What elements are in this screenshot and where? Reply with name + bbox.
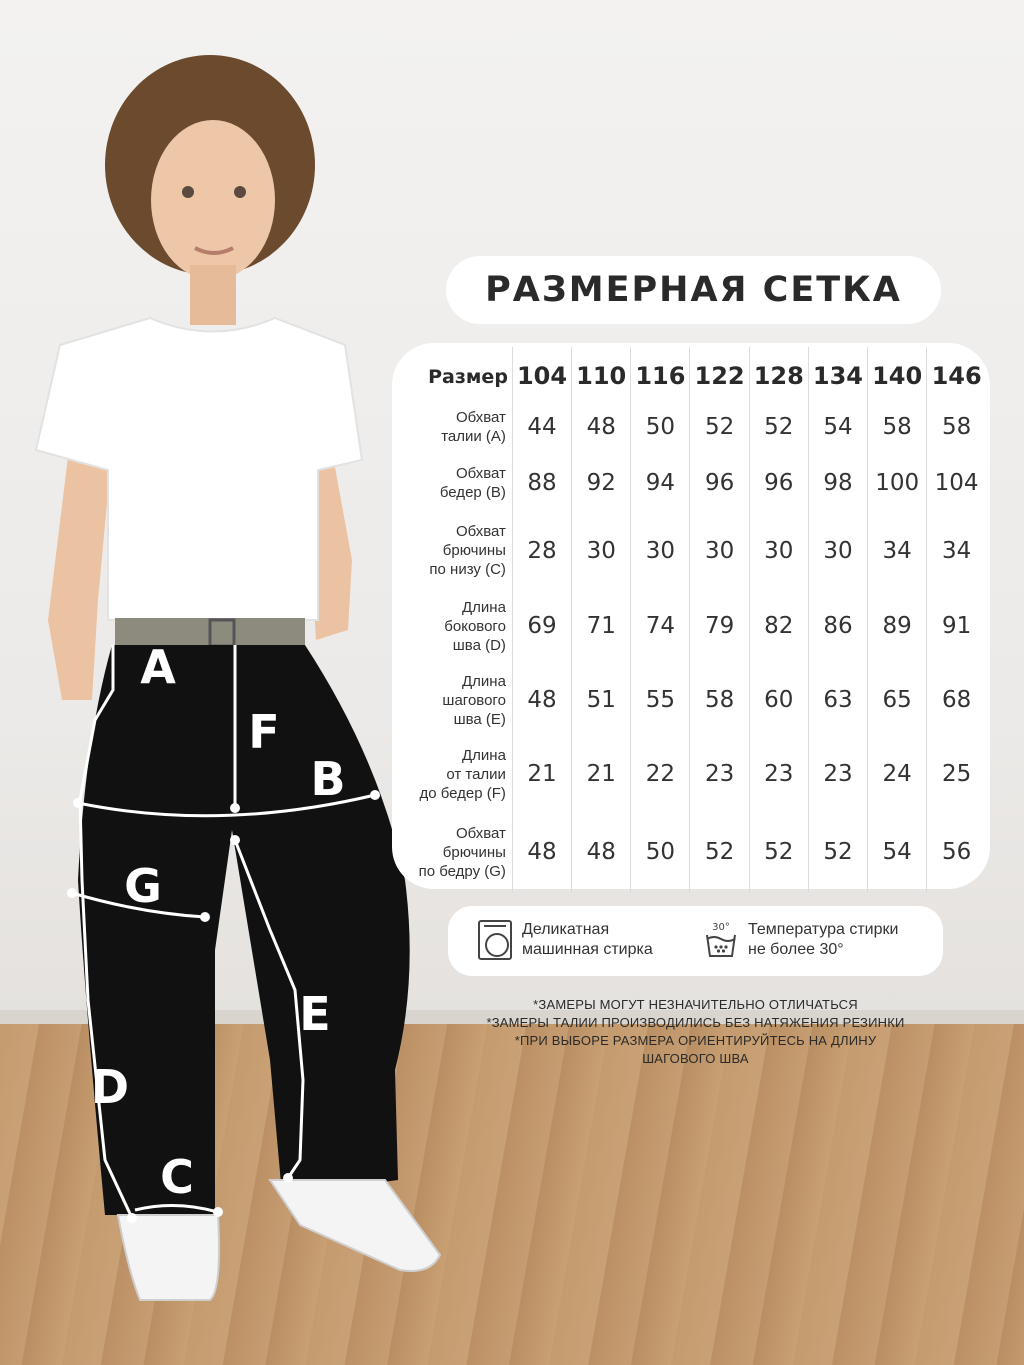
table-cell: 98 — [808, 454, 867, 512]
measurement-label-line: бокового — [444, 617, 506, 635]
size-table — [392, 347, 986, 893]
table-cell: 30 — [749, 512, 808, 589]
table-cell: 30 — [690, 512, 749, 589]
table-row — [392, 737, 986, 811]
table-cell: 34 — [868, 512, 927, 589]
table-cell: 50 — [631, 811, 690, 893]
table-cell: 52 — [808, 811, 867, 893]
table-cell: 58 — [690, 663, 749, 737]
measurement-label-line: от талии — [446, 765, 506, 783]
table-cell: 23 — [808, 737, 867, 811]
measurement-label-line: брючины — [442, 542, 506, 559]
footnote: *ЗАМЕРЫ ТАЛИИ ПРОИЗВОДИЛИСЬ БЕЗ НАТЯЖЕНИЯ РЕЗИНКИ — [486, 1015, 905, 1030]
size-column-header: 128 — [749, 347, 808, 399]
table-cell: 25 — [927, 737, 986, 811]
table-cell: 48 — [572, 811, 631, 893]
table-cell: 44 — [512, 399, 571, 454]
table-cell: 34 — [927, 512, 986, 589]
letter-d: D — [90, 1060, 130, 1114]
footnotes — [448, 996, 943, 1068]
measurement-label-line: по бедру (G) — [418, 862, 506, 880]
table-cell: 30 — [631, 512, 690, 589]
table-cell: 52 — [690, 811, 749, 893]
measurement-label — [392, 811, 512, 893]
table-cell: 21 — [512, 737, 571, 811]
table-cell: 23 — [690, 737, 749, 811]
table-cell: 30 — [808, 512, 867, 589]
table-cell: 100 — [868, 454, 927, 512]
table-cell: 89 — [868, 589, 927, 663]
measurement-label-line: до бедер (F) — [419, 784, 506, 802]
table-cell: 96 — [690, 454, 749, 512]
page-title: РАЗМЕРНАЯ СЕТКА — [485, 270, 902, 310]
table-cell: 48 — [572, 399, 631, 454]
table-cell: 52 — [749, 811, 808, 893]
measurement-label — [392, 454, 512, 512]
care-wash-line: машинная стирка — [522, 941, 653, 958]
table-cell: 28 — [512, 512, 571, 589]
size-column-header: 134 — [808, 347, 867, 399]
footnote: *ЗАМЕРЫ МОГУТ НЕЗНАЧИТЕЛЬНО ОТЛИЧАТЬСЯ — [533, 997, 858, 1012]
letter-f: F — [248, 705, 280, 759]
measurement-label — [392, 663, 512, 737]
letter-a: A — [140, 640, 176, 694]
measurement-label-line: шва (D) — [452, 636, 506, 654]
letter-b: B — [310, 752, 346, 806]
table-cell: 52 — [749, 399, 808, 454]
table-cell: 104 — [927, 454, 986, 512]
size-column-header: 104 — [512, 347, 571, 399]
care-wash — [478, 920, 653, 960]
title-pill — [446, 256, 941, 324]
measurement-label-line: Длина — [462, 746, 506, 764]
size-column-header: 122 — [690, 347, 749, 399]
measurement-label-line: Обхват — [455, 523, 506, 540]
measurement-label-line: Длина — [462, 598, 506, 616]
table-row — [392, 512, 986, 589]
table-cell: 58 — [927, 399, 986, 454]
table-cell: 52 — [690, 399, 749, 454]
table-cell: 55 — [631, 663, 690, 737]
size-column-header: 116 — [631, 347, 690, 399]
care-temp-line: Температура стирки — [748, 921, 899, 938]
measurement-label — [392, 512, 512, 589]
table-cell: 91 — [927, 589, 986, 663]
footnote: *ПРИ ВЫБОРЕ РАЗМЕРА ОРИЕНТИРУЙТЕСЬ НА ДЛИНУ — [514, 1033, 877, 1048]
table-cell: 60 — [749, 663, 808, 737]
care-wash-line: Деликатная — [522, 921, 610, 938]
measurement-label-line: Обхват — [455, 408, 506, 426]
size-header-label: Размер — [428, 366, 508, 388]
table-cell: 48 — [512, 811, 571, 893]
table-cell: 56 — [927, 811, 986, 893]
measurement-label — [392, 399, 512, 454]
size-column-header: 110 — [572, 347, 631, 399]
table-cell: 82 — [749, 589, 808, 663]
table-cell: 92 — [572, 454, 631, 512]
footnote: ШАГОВОГО ШВА — [642, 1051, 749, 1066]
table-row — [392, 399, 986, 454]
table-cell: 65 — [868, 663, 927, 737]
table-cell: 79 — [690, 589, 749, 663]
measurement-label-line: брючины — [442, 843, 506, 861]
measurement-label-line: бедер (B) — [439, 484, 506, 501]
table-row — [392, 454, 986, 512]
size-column-header: 146 — [927, 347, 986, 399]
table-row — [392, 589, 986, 663]
table-cell: 74 — [631, 589, 690, 663]
table-cell: 68 — [927, 663, 986, 737]
measurement-label-line: Обхват — [455, 465, 506, 482]
table-row — [392, 811, 986, 893]
measurement-label-line: по низу (C) — [429, 561, 506, 578]
table-cell: 86 — [808, 589, 867, 663]
size-column-header: 140 — [868, 347, 927, 399]
care-temperature — [704, 920, 898, 960]
care-instructions — [448, 906, 943, 976]
table-cell: 63 — [808, 663, 867, 737]
table-cell: 96 — [749, 454, 808, 512]
table-cell: 30 — [572, 512, 631, 589]
measurement-label-line: талии (A) — [441, 427, 506, 445]
wash-temperature-30-icon — [704, 920, 738, 960]
table-cell: 21 — [572, 737, 631, 811]
table-cell: 23 — [749, 737, 808, 811]
measurement-label — [392, 589, 512, 663]
letter-e: E — [299, 987, 331, 1041]
measurement-label-line: шагового — [442, 691, 506, 709]
care-temp-line: не более 30° — [748, 941, 844, 958]
washing-machine-icon — [478, 920, 512, 960]
table-cell: 50 — [631, 399, 690, 454]
table-cell: 69 — [512, 589, 571, 663]
letter-c: C — [160, 1150, 194, 1204]
measurement-label-line: Обхват — [455, 824, 506, 842]
table-row — [392, 663, 986, 737]
measurement-label — [392, 737, 512, 811]
letter-g: G — [124, 859, 162, 913]
table-cell: 48 — [512, 663, 571, 737]
table-cell: 58 — [868, 399, 927, 454]
table-cell: 71 — [572, 589, 631, 663]
temperature-label: 30° — [712, 922, 730, 933]
table-cell: 94 — [631, 454, 690, 512]
table-cell: 51 — [572, 663, 631, 737]
table-cell: 54 — [868, 811, 927, 893]
measurement-label-line: шва (E) — [453, 710, 506, 728]
table-cell: 88 — [512, 454, 571, 512]
table-header-row — [392, 347, 986, 399]
table-cell: 54 — [808, 399, 867, 454]
table-cell: 24 — [868, 737, 927, 811]
table-cell: 22 — [631, 737, 690, 811]
measurement-label-line: Длина — [462, 672, 506, 690]
